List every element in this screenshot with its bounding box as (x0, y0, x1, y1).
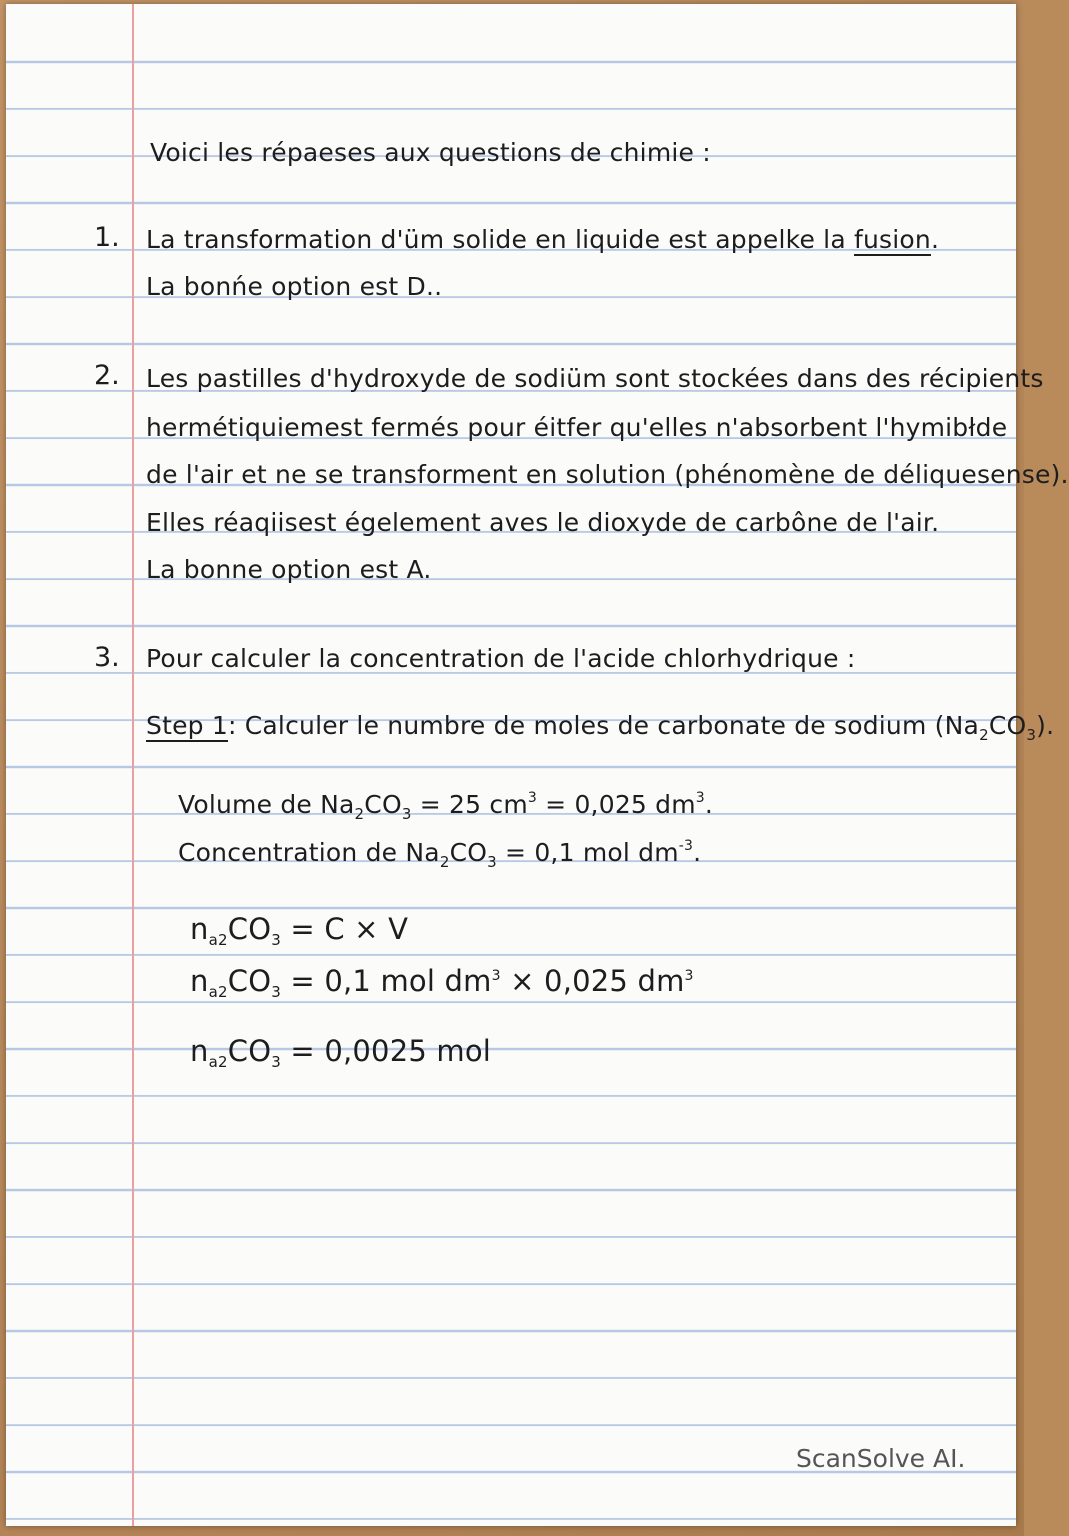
step-1-label: Step 1 (146, 711, 228, 740)
formula-3-co: CO (227, 1034, 272, 1068)
question-1-number: 1. (94, 222, 120, 253)
step-1-close: ). (1036, 711, 1055, 740)
conc-eq: = 0,1 mol dm (496, 838, 679, 867)
conc-sup: -3 (678, 838, 694, 854)
formula-2-co: CO (227, 964, 272, 998)
formula-3-n: n (190, 1034, 209, 1068)
q2-line-3: de l'air et ne se transforment en solution (phénomène de déliquesense). (146, 460, 1069, 489)
step-1-text: : Calculer le numbre de moles de carbonate de sodium (Na (227, 711, 980, 740)
formula-2-sup-1: 3 (491, 968, 501, 984)
formula-3-sub-3: 3 (271, 1053, 281, 1071)
conc-sub-2: 2 (439, 853, 450, 871)
q3-intro: Pour calculer la concentration de l'acide chlorhydrique : (146, 644, 856, 673)
volume-sub-2: 2 (354, 805, 365, 823)
formula-1-n: n (190, 912, 209, 946)
formula-1-sub-3: 3 (271, 931, 281, 949)
margin-line (132, 4, 134, 1526)
formula-line-1 (190, 912, 408, 949)
question-3-number: 3. (94, 642, 120, 673)
conc-pre: Concentration de Na (178, 838, 440, 867)
q1-line-1-post: . (930, 225, 940, 254)
volume-line (178, 790, 713, 823)
q1-line-1 (146, 225, 939, 254)
q2-line-4: Elles réaqiisest égelement aves le dioxyde de carbône de l'air. (146, 508, 940, 537)
volume-sup-2: 3 (695, 790, 705, 806)
step-1-sub-3: 3 (1026, 726, 1037, 744)
volume-sub-3: 3 (401, 805, 412, 823)
q3-step-1 (146, 711, 1054, 744)
formula-2-rhs: = 0,1 mol dm (280, 964, 492, 998)
q2-line-2: hermétiquiemest fermés pour éitfer qu'elles n'absorbent l'hymibłde (146, 413, 1008, 442)
formula-1-sub-2: 2 (218, 931, 228, 949)
watermark: ScanSolve AI. (796, 1444, 966, 1473)
formula-1-sub-a: a (208, 931, 218, 949)
volume-end: . (704, 790, 714, 819)
q1-line-1-pre: La transformation d'üm solide en liquide est appelke la (146, 225, 854, 254)
volume-eq-2: = 0,025 dm (537, 790, 696, 819)
question-2-number: 2. (94, 360, 120, 391)
formula-line-2 (190, 964, 694, 1001)
q2-line-1: Les pastilles d'hydroxyde de sodiüm sont stockées dans des récipients (146, 364, 1044, 393)
formula-3-sub-a: a (208, 1053, 218, 1071)
formula-3-rhs: = 0,0025 mol (280, 1034, 492, 1068)
conc-sub-3: 3 (487, 853, 497, 871)
formula-2-sub-3: 3 (271, 983, 281, 1001)
q2-line-5: La bonne option est A. (146, 555, 432, 584)
formula-2-sup-2: 3 (684, 968, 694, 984)
volume-co: CO (364, 790, 402, 819)
formula-line-3 (190, 1034, 491, 1071)
volume-pre: Volume de Na (178, 790, 355, 819)
intro-line: Voici les répaeses aux questions de chimie : (150, 138, 711, 167)
formula-2-sub-2: 2 (218, 983, 228, 1001)
volume-sup-1: 3 (527, 790, 538, 806)
q1-line-2: La bonńe option est D.. (146, 272, 443, 301)
formula-2-n: n (190, 964, 209, 998)
formula-2-sub-a: a (208, 983, 218, 1001)
step-1-co: CO (988, 711, 1027, 740)
conc-co: CO (449, 838, 488, 867)
formula-1-co: CO (227, 912, 272, 946)
volume-eq-1: = 25 cm (411, 790, 528, 819)
formula-2-rhs-2: × 0,025 dm (500, 964, 685, 998)
concentration-line (178, 838, 701, 871)
formula-3-sub-2: 2 (218, 1053, 228, 1071)
step-1-sub-2: 2 (979, 726, 989, 744)
q1-answer-underlined: fusion (854, 225, 931, 254)
notebook-page (6, 4, 1069, 1526)
formula-1-rhs: = C × V (280, 912, 409, 946)
conc-end: . (693, 838, 702, 867)
